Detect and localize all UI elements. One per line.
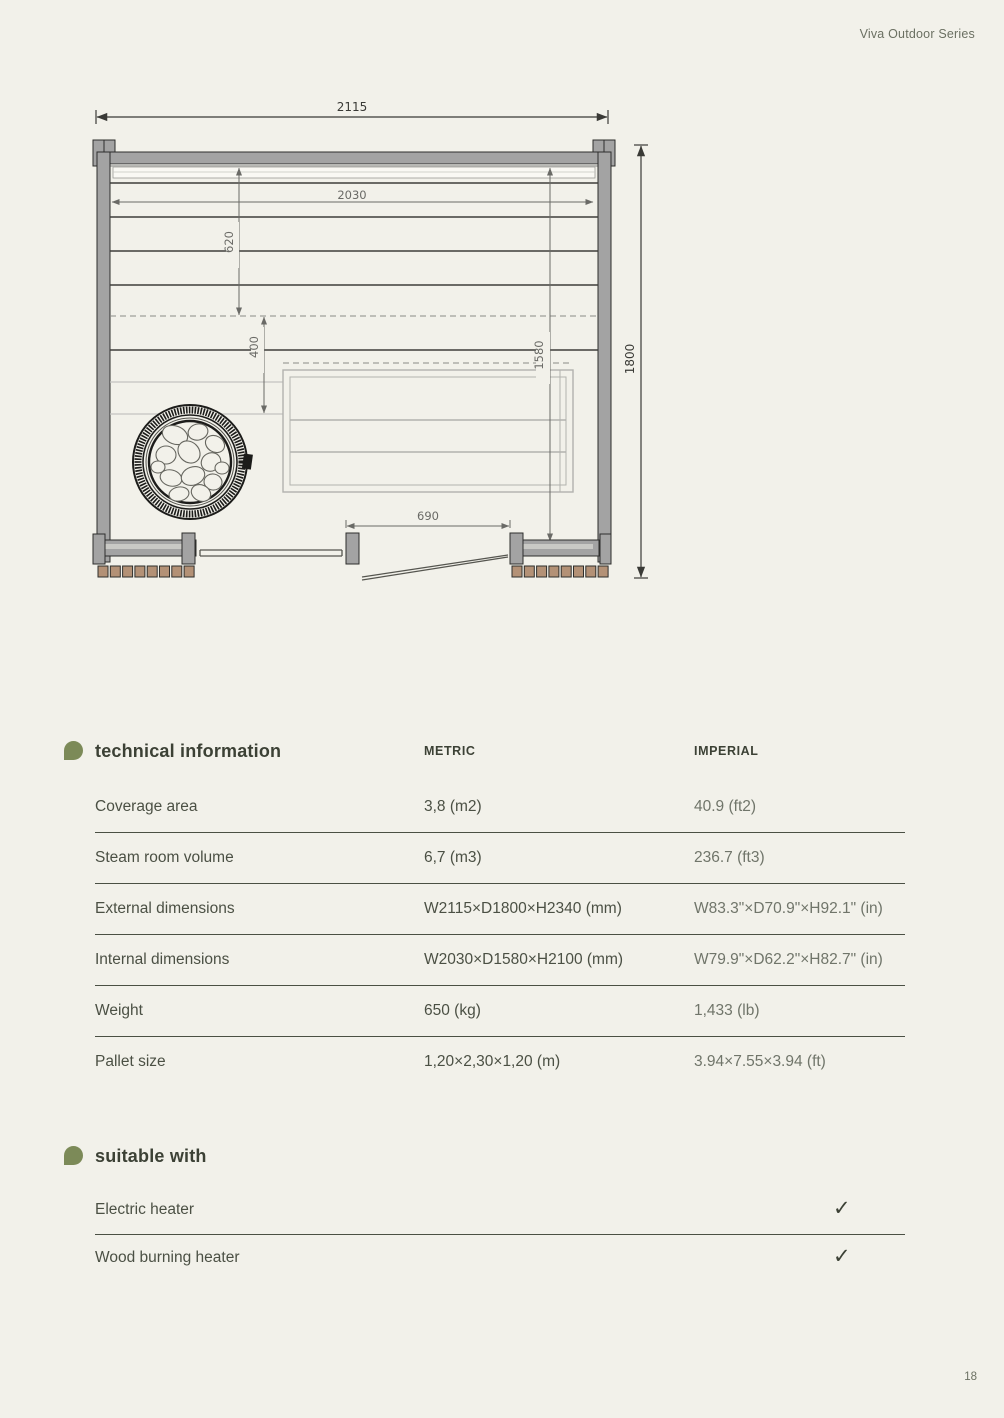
- table-row: [95, 934, 905, 986]
- suitable-row: [95, 1234, 905, 1282]
- dim-label-620: 620: [222, 231, 236, 253]
- row-imperial-value: 40.9 (ft2): [694, 797, 757, 815]
- leaf-icon: [64, 1146, 83, 1165]
- column-header-imperial: IMPERIAL: [694, 744, 759, 758]
- row-label: External dimensions: [95, 899, 235, 917]
- suitable-with-heading: [64, 1144, 905, 1168]
- sauna-floor-plan-drawing: [75, 85, 695, 595]
- dim-label-2115: 2115: [336, 100, 368, 114]
- row-metric-value: 6,7 (m3): [424, 848, 482, 866]
- bench: [283, 363, 573, 492]
- dimension-bench-depth: [247, 317, 264, 413]
- row-label: Coverage area: [95, 797, 198, 815]
- section-title: suitable with: [95, 1146, 207, 1166]
- dim-label-400: 400: [247, 336, 261, 358]
- dim-label-1800: 1800: [623, 343, 637, 375]
- suitable-row: [95, 1186, 905, 1235]
- row-imperial-value: 236.7 (ft3): [694, 848, 765, 866]
- dimension-external-width: [96, 100, 608, 124]
- dimension-external-depth: [623, 145, 648, 578]
- door-open-swing: [362, 555, 508, 580]
- dimension-back-bench-depth: [222, 168, 239, 315]
- row-label: Steam room volume: [95, 848, 234, 866]
- window: [200, 550, 342, 556]
- row-metric-value: 650 (kg): [424, 1001, 481, 1019]
- page-number: 18: [964, 1371, 977, 1383]
- row-imperial-value: 1,433 (lb): [694, 1001, 760, 1019]
- heater-stove: [133, 405, 253, 519]
- row-imperial-value: W83.3"×D70.9"×H92.1" (in): [694, 899, 883, 917]
- row-label: Pallet size: [95, 1052, 166, 1070]
- dim-label-2030: 2030: [337, 188, 367, 202]
- dim-label-690: 690: [417, 509, 439, 523]
- row-imperial-value: W79.9"×D62.2"×H82.7" (in): [694, 950, 883, 968]
- dimension-internal-width: [112, 188, 593, 202]
- suitable-label: Electric heater: [95, 1201, 195, 1218]
- column-header-metric: METRIC: [424, 744, 476, 758]
- row-label: Internal dimensions: [95, 950, 230, 968]
- checkmark-icon: ✓: [833, 1197, 851, 1220]
- checkmark-icon: ✓: [833, 1245, 851, 1268]
- table-row: [95, 781, 905, 833]
- dimension-door-width: [346, 509, 510, 528]
- series-title: Viva Outdoor Series: [859, 27, 975, 41]
- row-label: Weight: [95, 1001, 143, 1019]
- row-metric-value: W2115×D1800×H2340 (mm): [424, 899, 622, 917]
- pallet-feet: [98, 566, 608, 577]
- section-title: technical information: [95, 741, 282, 761]
- technical-information-heading: [64, 739, 905, 763]
- table-row: [95, 832, 905, 884]
- row-imperial-value: 3.94×7.55×3.94 (ft): [694, 1052, 826, 1070]
- table-row: [95, 883, 905, 935]
- table-row: [95, 985, 905, 1037]
- suitable-label: Wood burning heater: [95, 1249, 240, 1266]
- back-bench-edge: [113, 167, 595, 178]
- table-row: [95, 1036, 905, 1087]
- dim-label-1580: 1580: [532, 340, 546, 370]
- floor-planks: [110, 183, 598, 414]
- row-metric-value: 1,20×2,30×1,20 (m): [424, 1052, 561, 1070]
- row-metric-value: W2030×D1580×H2100 (mm): [424, 950, 624, 968]
- leaf-icon: [64, 741, 83, 760]
- row-metric-value: 3,8 (m2): [424, 797, 482, 815]
